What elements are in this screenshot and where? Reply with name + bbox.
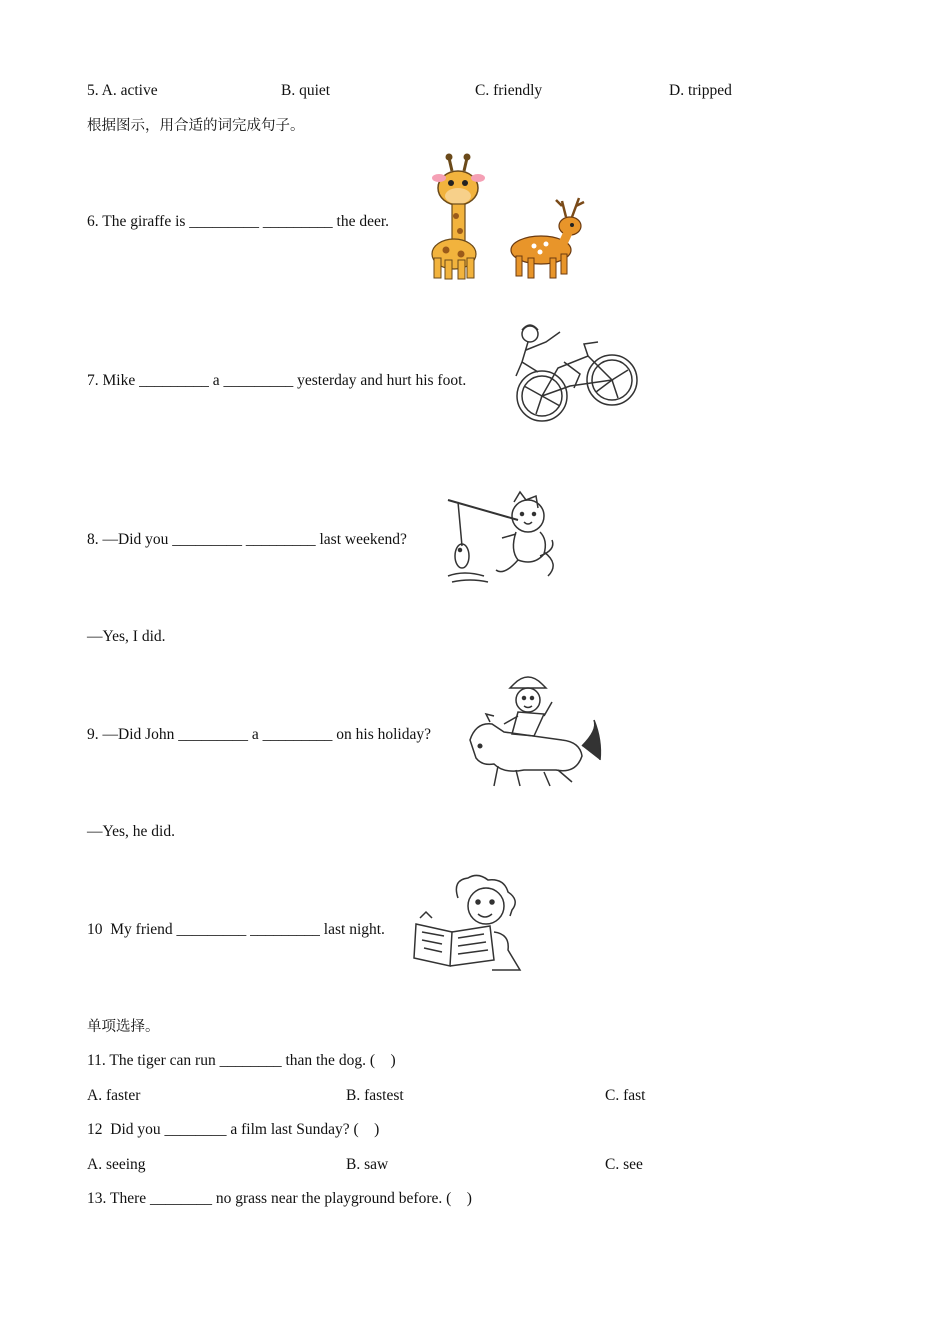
q10-text: 10 My friend _________ _________ last night. [87, 921, 385, 938]
q11-option-b: B. fastest [346, 1087, 404, 1104]
reading-boy-icon [412, 872, 524, 976]
q11-option-a: A. faster [87, 1087, 141, 1104]
q5-option-d: D. tripped [669, 82, 732, 99]
q8-text: 8. —Did you _________ _________ last weekend? [87, 531, 407, 548]
section-heading-choice: 单项选择。 [87, 1019, 160, 1035]
q5-option-a: 5. A. active [87, 82, 158, 99]
q12-option-b: B. saw [346, 1156, 389, 1173]
q11-text: 11. The tiger can run ________ than the dog. ( ) [87, 1052, 396, 1069]
q12-option-a: A. seeing [87, 1156, 146, 1173]
q9-text: 9. —Did John _________ a _________ on his holiday? [87, 726, 431, 743]
q6-text: 6. The giraffe is _________ _________ the deer. [87, 213, 390, 230]
q13-text: 13. There ________ no grass near the playground before. ( ) [87, 1190, 472, 1207]
giraffe-and-deer-icon [416, 146, 600, 282]
section-heading-picture: 根据图示，用合适的词完成句子。 [87, 118, 305, 134]
q12-option-c: C. see [605, 1156, 643, 1173]
q7-text: 7. Mike _________ a _________ yesterday and hurt his foot. [87, 372, 467, 389]
q12-text: 12 Did you ________ a film last Sunday? ( ) [87, 1121, 380, 1138]
horse-riding-icon [464, 670, 604, 790]
q11-option-c: C. fast [605, 1087, 646, 1104]
q5-option-c: C. friendly [475, 82, 543, 99]
bike-fall-icon [508, 316, 648, 436]
fishing-cat-icon [444, 490, 564, 590]
q9-answer: —Yes, he did. [87, 823, 175, 840]
q5-option-b: B. quiet [281, 82, 331, 99]
q8-answer: —Yes, I did. [87, 628, 166, 645]
